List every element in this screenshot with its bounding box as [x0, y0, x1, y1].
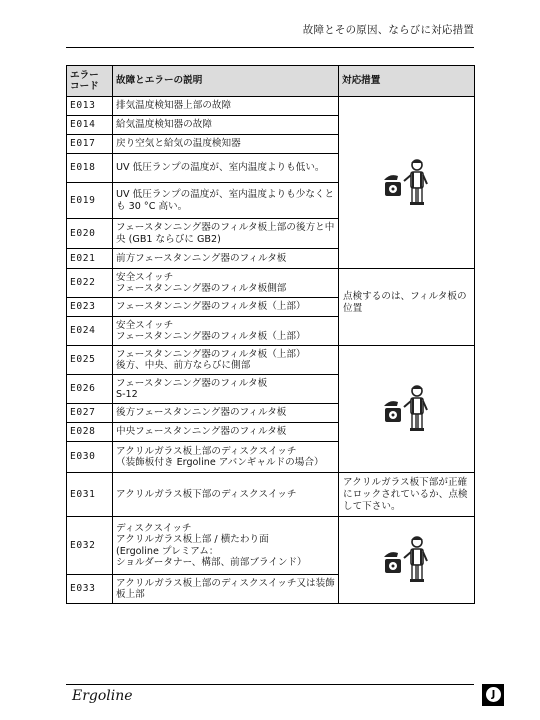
- table-row: [67, 517, 475, 575]
- error-description: フェースタンニング器のフィルタ板 S-12: [113, 375, 339, 404]
- brand-logo: Ergoline: [72, 688, 133, 704]
- action-cell-technician: [339, 97, 475, 269]
- error-description: UV 低圧ランプの温度が、室内温度よりも低い。: [113, 154, 339, 183]
- technician-phone-icon: [380, 382, 434, 436]
- table-row: [67, 269, 475, 298]
- error-description: 排気温度検知器上部の故障: [113, 97, 339, 116]
- action-cell-acrylic: アクリルガラス板下部が正確にロックされているか、点検して下さい。: [339, 473, 475, 517]
- error-description: 給気温度検知器の故障: [113, 116, 339, 135]
- error-description: アクリルガラス板上部のディスクスイッチ （装飾板付き Ergoline アバンギャルドの場合）: [113, 442, 339, 473]
- column-header-code: エラー コード: [67, 66, 113, 97]
- language-badge: [482, 684, 504, 706]
- error-code: E030: [67, 442, 113, 473]
- column-header-description: 故障とエラーの説明: [113, 66, 339, 97]
- action-cell-technician: [339, 346, 475, 473]
- error-description: フェースタンニング器のフィルタ板（上部） 後方、中央、前方ならびに側部: [113, 346, 339, 375]
- table-row: [67, 473, 475, 517]
- error-code: E025: [67, 346, 113, 375]
- technician-phone-icon: [380, 156, 434, 210]
- error-description: 後方フェースタンニング器のフィルタ板: [113, 404, 339, 423]
- footer-divider: [66, 684, 474, 685]
- error-description: 中央フェースタンニング器のフィルタ板: [113, 423, 339, 442]
- error-code: E023: [67, 298, 113, 317]
- error-code: E021: [67, 249, 113, 269]
- error-code: E026: [67, 375, 113, 404]
- page-header-title: 故障とその原因、ならびに対応措置: [302, 24, 474, 36]
- error-code: E031: [67, 473, 113, 517]
- language-badge-label: J: [486, 687, 501, 702]
- error-code-table: [66, 65, 475, 604]
- error-description: 前方フェースタンニング器のフィルタ板: [113, 249, 339, 269]
- action-cell-filter: 点検するのは、フィルタ板の位置: [339, 269, 475, 346]
- error-code: E014: [67, 116, 113, 135]
- error-description: フェースタンニング器のフィルタ板（上部）: [113, 298, 339, 317]
- error-code: E024: [67, 317, 113, 346]
- error-description: フェースタンニング器のフィルタ板上部の後方と中央 (GB1 ならびに GB2): [113, 219, 339, 249]
- table-header-row: [67, 66, 475, 97]
- error-description: アクリルガラス板下部のディスクスイッチ: [113, 473, 339, 517]
- error-code: E032: [67, 517, 113, 575]
- error-description: 戻り空気と給気の温度検知器: [113, 135, 339, 154]
- error-description: 安全スイッチ フェースタンニング器のフィルタ板側部: [113, 269, 339, 298]
- technician-phone-icon: [380, 533, 434, 587]
- error-description: ディスクスイッチ アクリルガラス板上部 / 横たわり面 (Ergoline プレミアム： ショルダータナー、構部、前部ブラインド）: [113, 517, 339, 575]
- action-cell-technician: [339, 517, 475, 604]
- error-description: アクリルガラス板上部のディスクスイッチ又は装飾板上部: [113, 575, 339, 604]
- error-description: UV 低圧ランプの温度が、室内温度よりも少なくとも 30 °C 高い。: [113, 183, 339, 219]
- header-divider: [66, 47, 474, 48]
- error-code: E033: [67, 575, 113, 604]
- error-code: E027: [67, 404, 113, 423]
- error-code: E013: [67, 97, 113, 116]
- column-header-action: 対応措置: [339, 66, 475, 97]
- error-code: E028: [67, 423, 113, 442]
- error-code: E020: [67, 219, 113, 249]
- table-row: [67, 97, 475, 116]
- error-code: E022: [67, 269, 113, 298]
- table-row: [67, 346, 475, 375]
- error-code: E018: [67, 154, 113, 183]
- error-description: 安全スイッチ フェースタンニング器のフィルタ板（上部）: [113, 317, 339, 346]
- error-code: E017: [67, 135, 113, 154]
- error-code: E019: [67, 183, 113, 219]
